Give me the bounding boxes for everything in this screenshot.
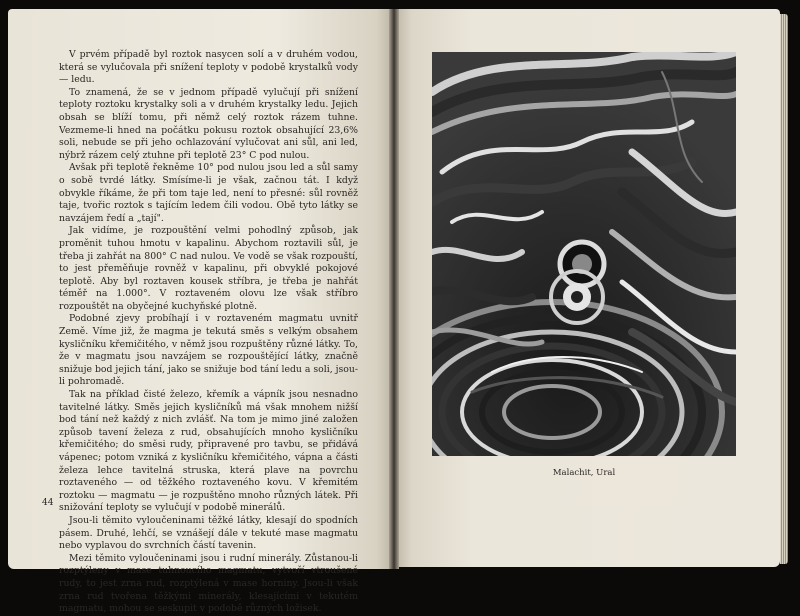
page-edges bbox=[780, 14, 788, 564]
malachite-photo bbox=[432, 52, 736, 456]
photo-caption: Malachit, Ural bbox=[552, 468, 616, 478]
paragraph: Jsou-li těmito vyloučeninami těžké látky, klesají do spodních pásem. Druhé, lehčí, se vznášejí dále v tekuté mase magmatu nebo vyplavou do svrchních částí tavenin. bbox=[59, 514, 358, 552]
paragraph: To znamená, že se v jednom případě vylučují při snížení teploty roztoku krystalky soli a v druhém krystalky ledu. Jejich obsah se blíží tomu, při němž celý roztok rázem tuhne. Vezmeme-li hned na počátku pokusu roztok obsahující 23,6% soli, nebude se při jeho ochlazování vylučovat ani sůl, ani led, nýbrž rázem celý ztuhne při teplotě 23° C pod nulou. bbox=[59, 86, 358, 161]
page-number: 44 bbox=[42, 498, 54, 508]
left-page-text bbox=[59, 49, 358, 616]
paragraph: Avšak při teplotě řekněme 10° pod nulou jsou led a sůl samy o sobě tvrdé látky. Smísíme-li je však, začnou tát. I když obvykle říkáme, že při tom taje led, není to přesné: sůl rovněž taje, tvořic roztok s tajícím ledem čili vodou. Obě tyto látky se navzájem ředí a „tají". bbox=[59, 162, 358, 224]
paragraph: Jak vidíme, je rozpouštění velmi pohodlný způsob, jak proměnit tuhou hmotu v kapalinu. Abychom roztavili sůl, je třeba ji zahřát na 800° C nad nulou. Ve vodě se však rozpouští, to jest přeměňuje rovněž v kapalinu, při obvyklé pokojové teplotě. Aby byl roztaven kousek stříbra, je třeba je nahřát téměř na 1.000°. V roztaveném olovu lze však stříbro rozpouštět na obyčejné kuchyňské plotně. bbox=[59, 225, 358, 312]
paragraph: Tak na příklad čisté železo, křemík a vápník jsou nesnadno tavitelné látky. Směs jejich kysličníků má však mnohem nižší bod tání než každý z nich zvlášť. Na tom je mimo jiné založen způsob tavení železa z rud, obsahujících mnoho kysličníku křemičitého; do směsi rudy, připravené pro tavbu, se přidává vápenec; potom vzniká z kysličníku křemičitého, vápna a části železa lehce tavitelná struska, která plave na povrchu roztaveného — od těžkého roztaveného kovu. V křemitém roztoku — magmatu — je rozpuštěno mnoho různých látek. Při snižování teploty se vylučují v podobě minerálů. bbox=[59, 389, 358, 514]
paragraph: Podobné zjevy probíhají i v roztaveném magmatu uvnitř Země. Víme již, že magma je tekutá směs s velkým obsahem kysličníku křemičitého, v němž jsou rozpuštěny různé látky. To, že v magmatu jsou navzájem se rozpouštějící látky, značně snižuje bod jejich tání, jako se snižuje bod tání ledu a soli, jsou-li pohromadě. bbox=[59, 313, 358, 388]
paragraph: V prvém případě byl roztok nasycen solí a v druhém vodou, která se vylučovala při snížení teploty v podobě krystalků vody — ledu. bbox=[59, 49, 358, 86]
book-gutter bbox=[389, 9, 399, 569]
paragraph: Mezi těmito vyloučeninami jsou i rudní minerály. Zůstanou-li rozptýleny v mase tuhnoucího magmatu, vytvoří vtroušené rudy, to jest zrna rud, rozptýlená v mase horniny. Jsou-li však zrna rud tvořena těžkými minerály, klesajícími v tekutém magmatu, mohou se seskupit v podobě různých ložisek. bbox=[59, 552, 358, 615]
